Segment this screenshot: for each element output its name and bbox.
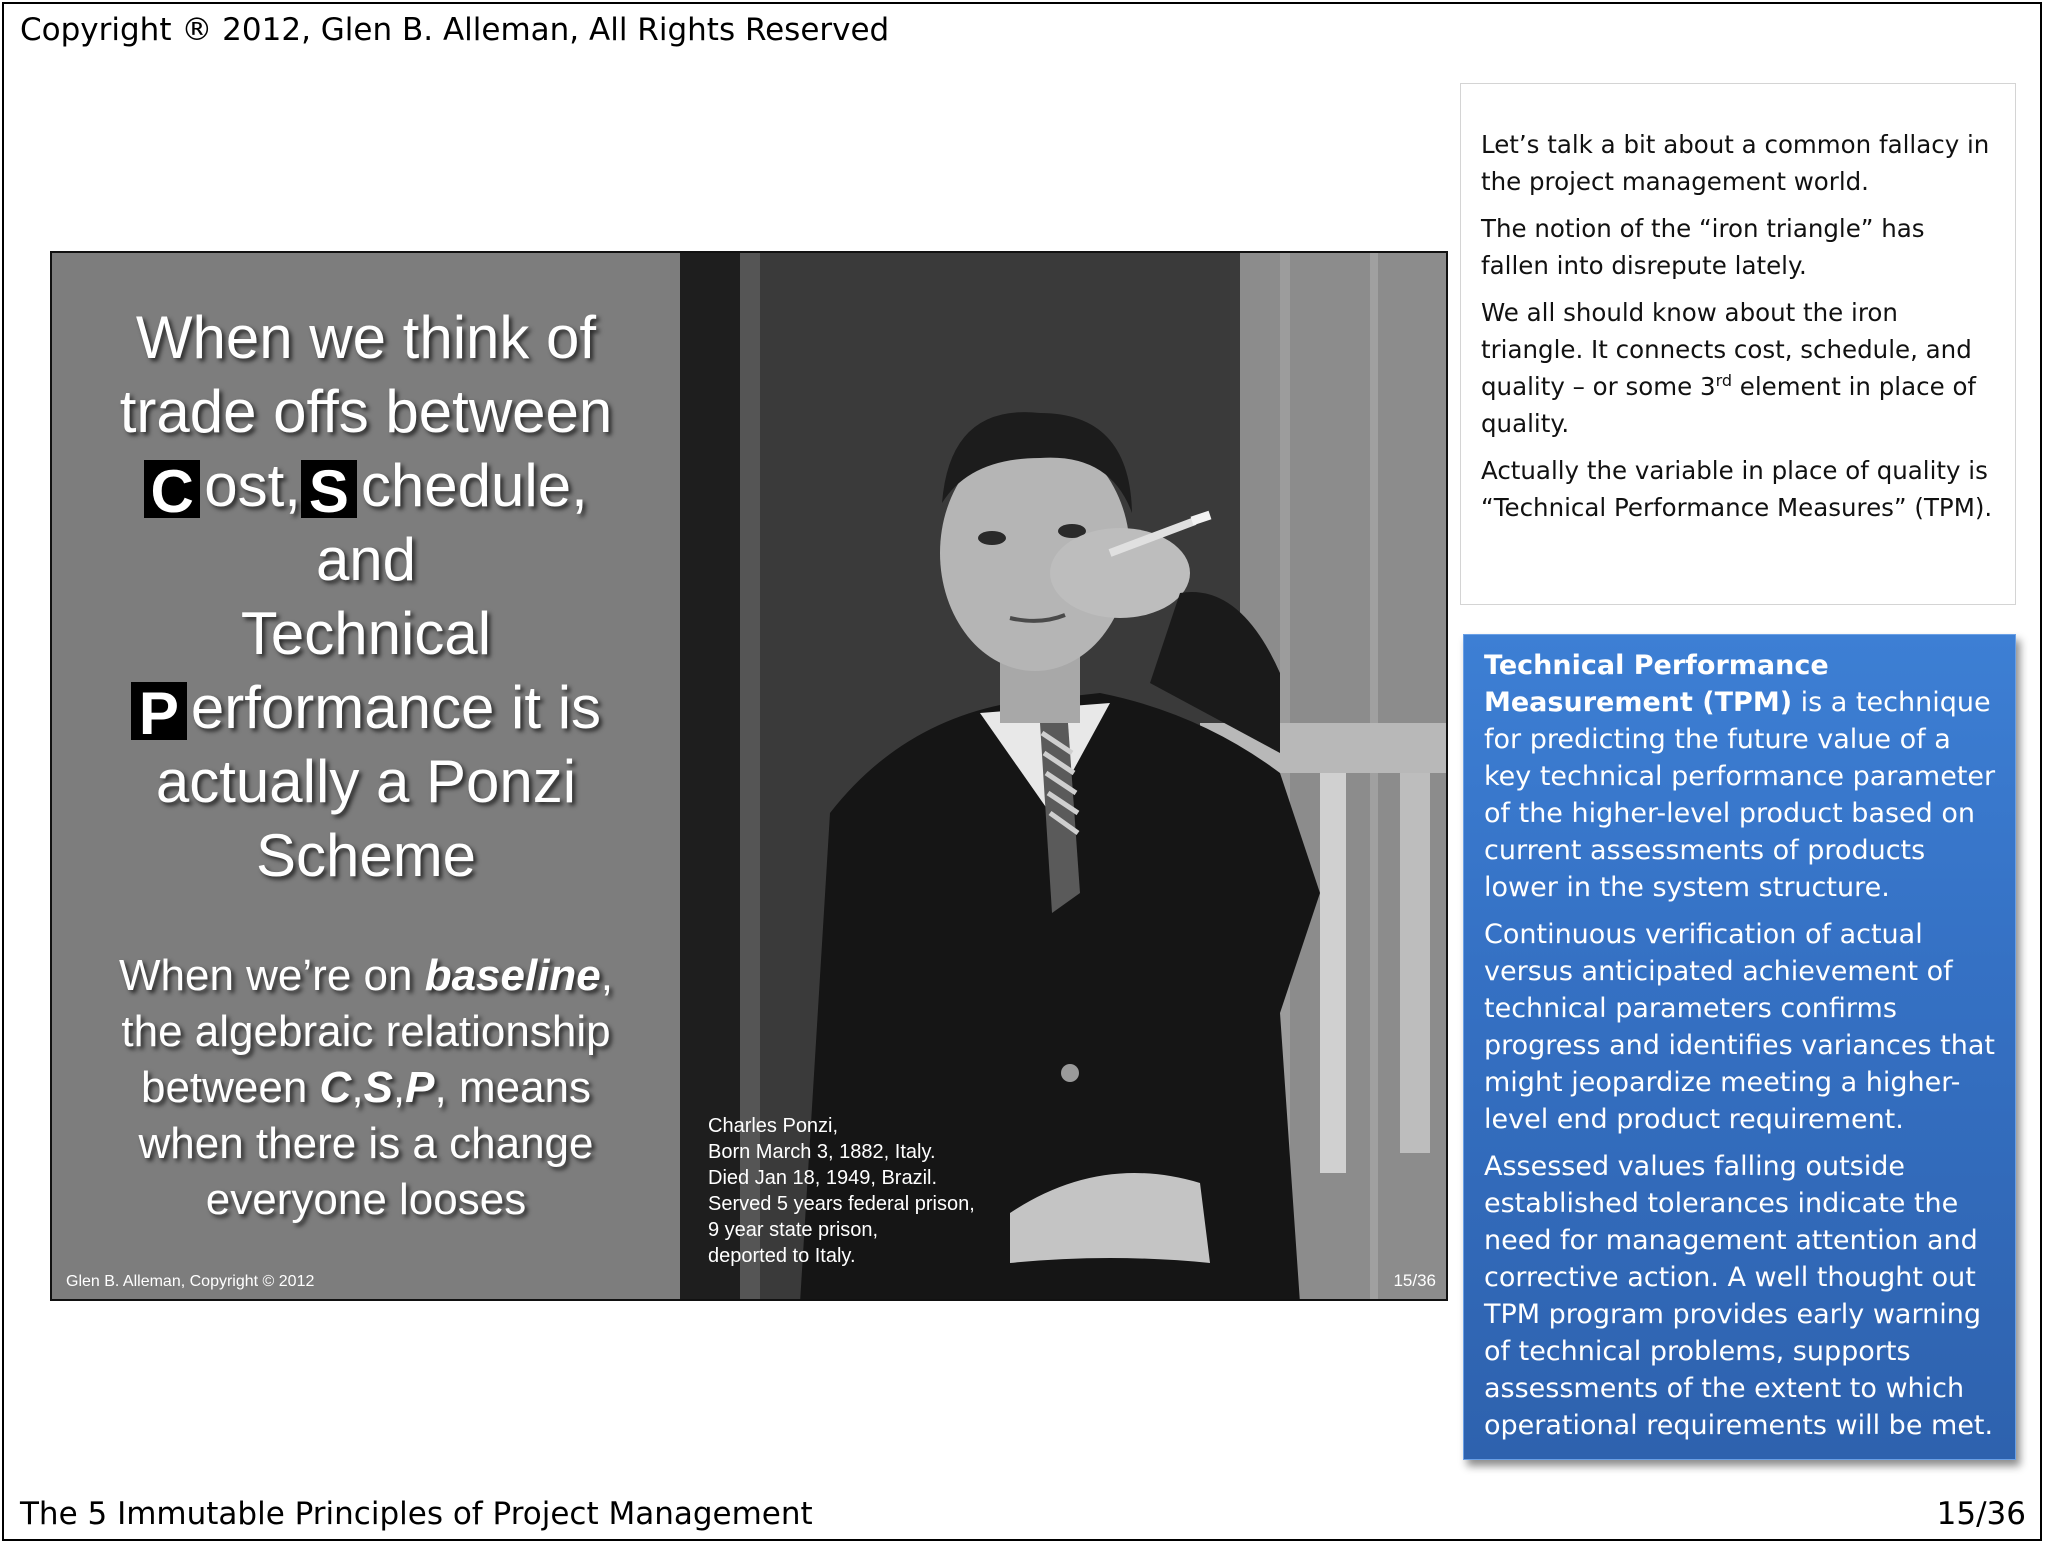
notes-paragraph: [1481, 294, 1995, 442]
slide-heading: [52, 301, 680, 893]
notes-paragraph: The notion of the “iron triangle” has fallen into disrepute lately.: [1481, 214, 1925, 280]
body-emphasis: S: [363, 1063, 393, 1112]
notes-superscript: rd: [1715, 370, 1733, 390]
body-text: ,: [351, 1063, 364, 1112]
body-line: [52, 948, 680, 1004]
footer-page-number: 15/36: [1936, 1496, 2026, 1532]
body-emphasis: C: [319, 1063, 352, 1112]
heading-line: actually a Ponzi: [155, 748, 577, 815]
tpm-paragraph: [1484, 647, 1997, 906]
notes-paragraph: Actually the variable in place of quality is “Technical Performance Measures” (TPM).: [1481, 456, 1993, 522]
caption-line: Served 5 years federal prison,: [708, 1193, 975, 1215]
body-emphasis: baseline: [424, 951, 601, 1000]
caption-line: Died Jan 18, 1949, Brazil.: [708, 1167, 938, 1189]
heading-line: trade offs between: [119, 378, 613, 445]
caption-line: Charles Ponzi,: [708, 1115, 839, 1137]
photo-caption: [708, 1113, 975, 1269]
slide-text-panel: [52, 253, 680, 1299]
body-text: ,: [392, 1063, 406, 1112]
heading-line: When we think of: [135, 304, 597, 371]
body-text: ,: [600, 951, 614, 1000]
heading-line: [52, 671, 680, 745]
heading-line: [52, 449, 680, 523]
caption-line: 9 year state prison,: [708, 1219, 879, 1241]
heading-word: chedule,: [360, 452, 588, 519]
heading-line: Scheme: [255, 822, 477, 889]
body-line: [52, 1060, 680, 1116]
body-emphasis: P: [405, 1063, 435, 1112]
heading-line: and: [315, 526, 417, 593]
tpm-paragraph: Continuous verification of actual versus anticipated achievement of technical parameters confirms progress and identifies variances that might jeopardize meeting a higher-level end product requirement.: [1484, 919, 1995, 1135]
speaker-notes: [1460, 83, 2016, 605]
notes-text: We all should know about the iron triangle. It connects cost, schedule, and quality – or some 3: [1481, 298, 1972, 401]
body-line: when there is a change: [138, 1119, 594, 1168]
tpm-paragraph: Assessed values falling outside established tolerances indicate the need for management attention and corrective action. A well thought out TPM program provides early warning of technical problems, supports assessments of the extent to which operational requirements will be met.: [1484, 1151, 1994, 1441]
copyright-header: Copyright ® 2012, Glen B. Alleman, All Rights Reserved: [20, 12, 890, 48]
portrait-photo: [680, 253, 1448, 1299]
heading-line: Technical: [240, 600, 492, 667]
notes-text: element in place of quality.: [1481, 372, 1977, 438]
footer-title: The 5 Immutable Principles of Project Management: [20, 1496, 813, 1532]
slide-credit: Glen B. Alleman, Copyright © 2012: [66, 1273, 315, 1290]
letter-p-box: P: [131, 682, 187, 740]
body-line: the algebraic relationship: [121, 1007, 611, 1056]
slide-page-number: 15/36: [1393, 1271, 1436, 1290]
caption-line: deported to Italy.: [708, 1245, 856, 1267]
heading-word: erformance it is: [190, 674, 602, 741]
letter-s-box: S: [301, 460, 357, 518]
tpm-definition-box: [1463, 634, 2016, 1460]
caption-line: Born March 3, 1882, Italy.: [708, 1141, 936, 1163]
body-text: When we’re on: [118, 951, 425, 1000]
letter-c-box: C: [144, 460, 200, 518]
heading-word: ost,: [204, 452, 301, 519]
tpm-text: is a technique for predicting the future value of a key technical performance parameter of the higher-level product based on current assessments of products lower in the system structure.: [1484, 687, 1996, 903]
body-line: everyone looses: [205, 1175, 527, 1224]
embedded-slide: [50, 251, 1448, 1301]
body-text: , means: [434, 1063, 592, 1112]
body-text: between: [140, 1063, 320, 1112]
notes-paragraph: Let’s talk a bit about a common fallacy in the project management world.: [1481, 130, 1990, 196]
slide-body: [52, 948, 680, 1228]
tpm-term: Technical Performance Measurement (TPM): [1484, 650, 1829, 718]
